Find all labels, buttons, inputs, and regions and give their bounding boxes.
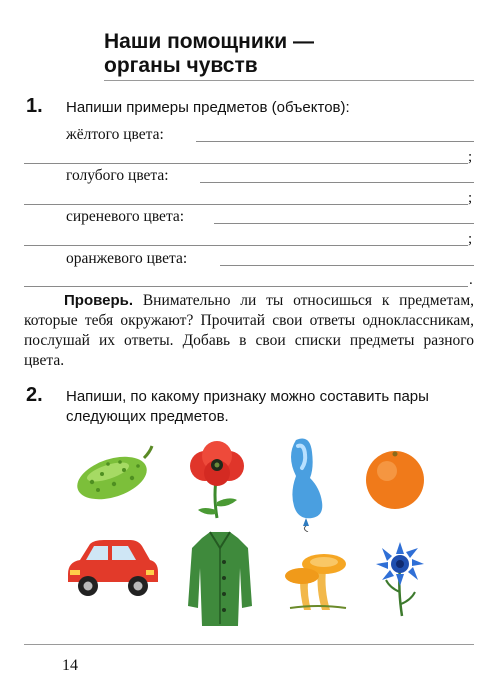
page-number: 14 (62, 657, 78, 674)
footer-divider (24, 644, 474, 645)
task-2-line-2: следующих предметов. (66, 408, 229, 425)
check-text: Внимательно ли ты относишься к предметам, которые тебя окружают? Прочитай свои ответы одноклассникам, послушай их ответы. Добавь в свои списки предметы разного цвета. (24, 292, 474, 369)
task-1-instruction: Напиши примеры предметов (объектов): (66, 99, 350, 116)
answer-line-lilac-2[interactable] (24, 245, 468, 246)
prompt-blue-label: голубого цвета: (66, 167, 169, 184)
chanterelle-mushrooms-icon (278, 544, 350, 614)
red-car-icon (62, 538, 162, 598)
task-1-number: 1. (26, 95, 43, 117)
prompt-lilac-end: ; (468, 231, 473, 247)
prompt-orange-end: . (469, 272, 473, 288)
answer-line-orange-1[interactable] (220, 265, 474, 266)
task-2-line-1: Напиши, по какому признаку можно составить пары (66, 388, 429, 405)
title-divider (104, 80, 474, 81)
task-2-number: 2. (26, 384, 43, 406)
answer-line-blue-2[interactable] (24, 204, 468, 205)
answer-line-yellow-2[interactable] (24, 163, 468, 164)
check-label: Проверь. (64, 292, 134, 309)
title-line-1: Наши помощники — (104, 30, 314, 53)
answer-line-yellow-1[interactable] (196, 141, 474, 142)
prompt-yellow-end: ; (468, 149, 473, 165)
prompt-blue-end: ; (468, 190, 473, 206)
prompt-yellow-label: жёлтого цвета: (66, 126, 164, 143)
orange-fruit-icon (362, 446, 428, 512)
prompt-lilac-label: сиреневого цвета: (66, 208, 185, 225)
answer-line-blue-1[interactable] (200, 182, 474, 183)
cucumber-icon (72, 440, 154, 510)
cornflower-icon (368, 534, 432, 618)
poppy-flower-icon (183, 440, 253, 520)
check-paragraph (24, 291, 474, 371)
answer-line-lilac-1[interactable] (214, 223, 474, 224)
prompt-orange-label: оранжевого цвета: (66, 250, 188, 267)
blue-balloon-icon (276, 436, 336, 532)
answer-line-orange-2[interactable] (24, 286, 468, 287)
title-line-2: органы чувств (104, 54, 258, 77)
green-coat-icon (188, 528, 252, 628)
page-title (104, 30, 314, 78)
